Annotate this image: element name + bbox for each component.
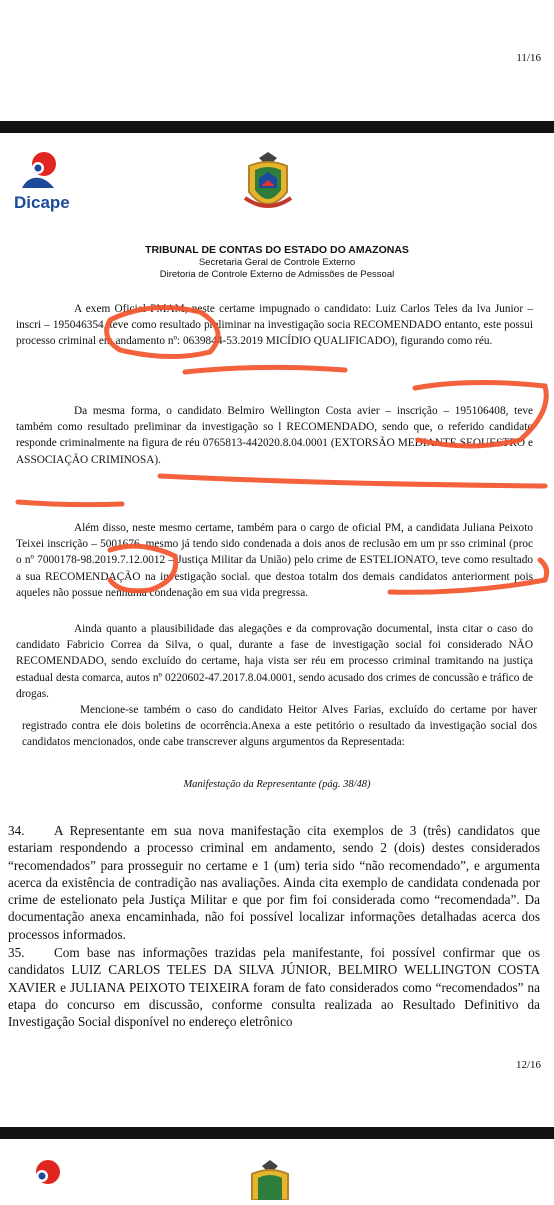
excerpt-paragraph-3: Além disso, neste mesmo certame, também para o cargo de oficial PM, a candidata Juliana Peixoto Teixei inscrição – 5001676, mesmo já tendo sido condenada a dois anos de reclusão em um pr sso criminal (proc o nº 7000178-98.2019.7.12.0012 – Justiça Militar da União) pelo crime de ESTELIONATO, teve como resultado a sua RECOMENDAÇÃO na investigação social. que destoa totalm dos demais candidatos anteriorment pois aqueles não possue nenhuma condenação em sua vida pregressa. bbox=[16, 522, 533, 599]
paragraph-35: 35. Com base nas informações trazidas pela manifestante, foi possível confirmar que os candidatos LUIZ CARLOS TELES DA SILVA JÚNIOR, BELMIRO WELLINGTON COSTA XAVIER e JULIANA PEIXOTO TEIXEIRA foram de fato considerados como “recomendados” na etapa do concurso em discussão, conforme consulta realizada ao Resultado Definitivo da Investigação Social disponível no endereço eletrônico bbox=[8, 945, 540, 1030]
excerpt-paragraph-4: Ainda quanto a plausibilidade das alegações e da comprovação documental, insta citar o caso do candidato Fabricio Correa da Silva, o qual, durante a fase de investigação social foi considerado NÃO RECOMENDADO, sendo excluído do certame, haja vista ser réu em processo criminal tramitando na justiça estadual desta comarca, autos nº 0220602-47.2017.8.04.0001, sendo acusado dos crimes de concussão e tráfico de drogas. bbox=[16, 623, 533, 700]
page-number: 11/16 bbox=[516, 52, 541, 64]
excerpt-paragraph-5: Mencione-se também o caso do candidato Heitor Alves Farias, excluído do certame por haver registrado contra ele dois boletins de ocorrência.Anexa a este petitório o resultado da investigação social dos candidatos mencionados, onde cabe transcrever alguns argumentos da Representada: bbox=[22, 704, 537, 749]
excerpt-caption: Manifestação da Representante (pág. 38/48) bbox=[183, 779, 371, 790]
header-directorate: Diretoria de Controle Externo de Admissões de Pessoal bbox=[159, 269, 395, 280]
coat-of-arms-icon bbox=[244, 1160, 296, 1200]
paragraph-number: 34. bbox=[8, 823, 25, 838]
page-number-next: 12/16 bbox=[515, 1059, 541, 1071]
excerpt-paragraph-2: Da mesma forma, o candidato Belmiro Wellington Costa avier – inscrição – 195106408, teve também como resultado preliminar da investigação so l RECOMENDADO, sendo que, o referido candidato responde criminalmente na figura de réu 0765813-442020.8.04.0001 (EXTORSÃO MEDIANTE SEQUESTRO e ASSOCIAÇÃO CRIMINOSA). bbox=[16, 405, 533, 466]
paragraph-34: 34. A Representante em sua nova manifestação cita exemplos de 3 (três) candidatos que estariam respondendo a processo criminal em andamento, sendo 2 (dois) destes considerados “recomendados” para prosseguir no certame e 1 (um) teria sido “não recomendado”, e argumenta acerca da existência de contradição nas avaliações. Ainda cita exemplo de candidata condenada por crime de estelionato pela Justiça Militar e que por fim foi considerada como “recomendada”. Da documentação anexa encaminhada, não foi possível localizar informações detalhadas acerca dos processos informados. bbox=[8, 823, 540, 942]
dicape-logo-text: Dicape bbox=[14, 193, 70, 212]
paragraph-number: 35. bbox=[8, 945, 25, 960]
header-court-name: TRIBUNAL DE CONTAS DO ESTADO DO AMAZONAS bbox=[145, 244, 409, 256]
coat-of-arms-partial bbox=[244, 1160, 296, 1205]
page-separator-bottom bbox=[0, 1127, 554, 1139]
excerpt-paragraph-1: A exem Oficial PMAM, neste certame impugnado o candidato: Luiz Carlos Teles da lva Junior – inscri – 195046354, teve como resultado preliminar na investigação socia RECOMENDADO entanto, este possui processo criminal em andamento nº: 0639844-53.2019 MICÍDIO QUALIFICADO), figurando como réu. bbox=[16, 303, 533, 348]
header-secretariat: Secretaria Geral de Controle Externo bbox=[198, 257, 356, 268]
dicape-logo-partial bbox=[28, 1158, 68, 1205]
dicape-logo-icon bbox=[28, 1158, 68, 1200]
